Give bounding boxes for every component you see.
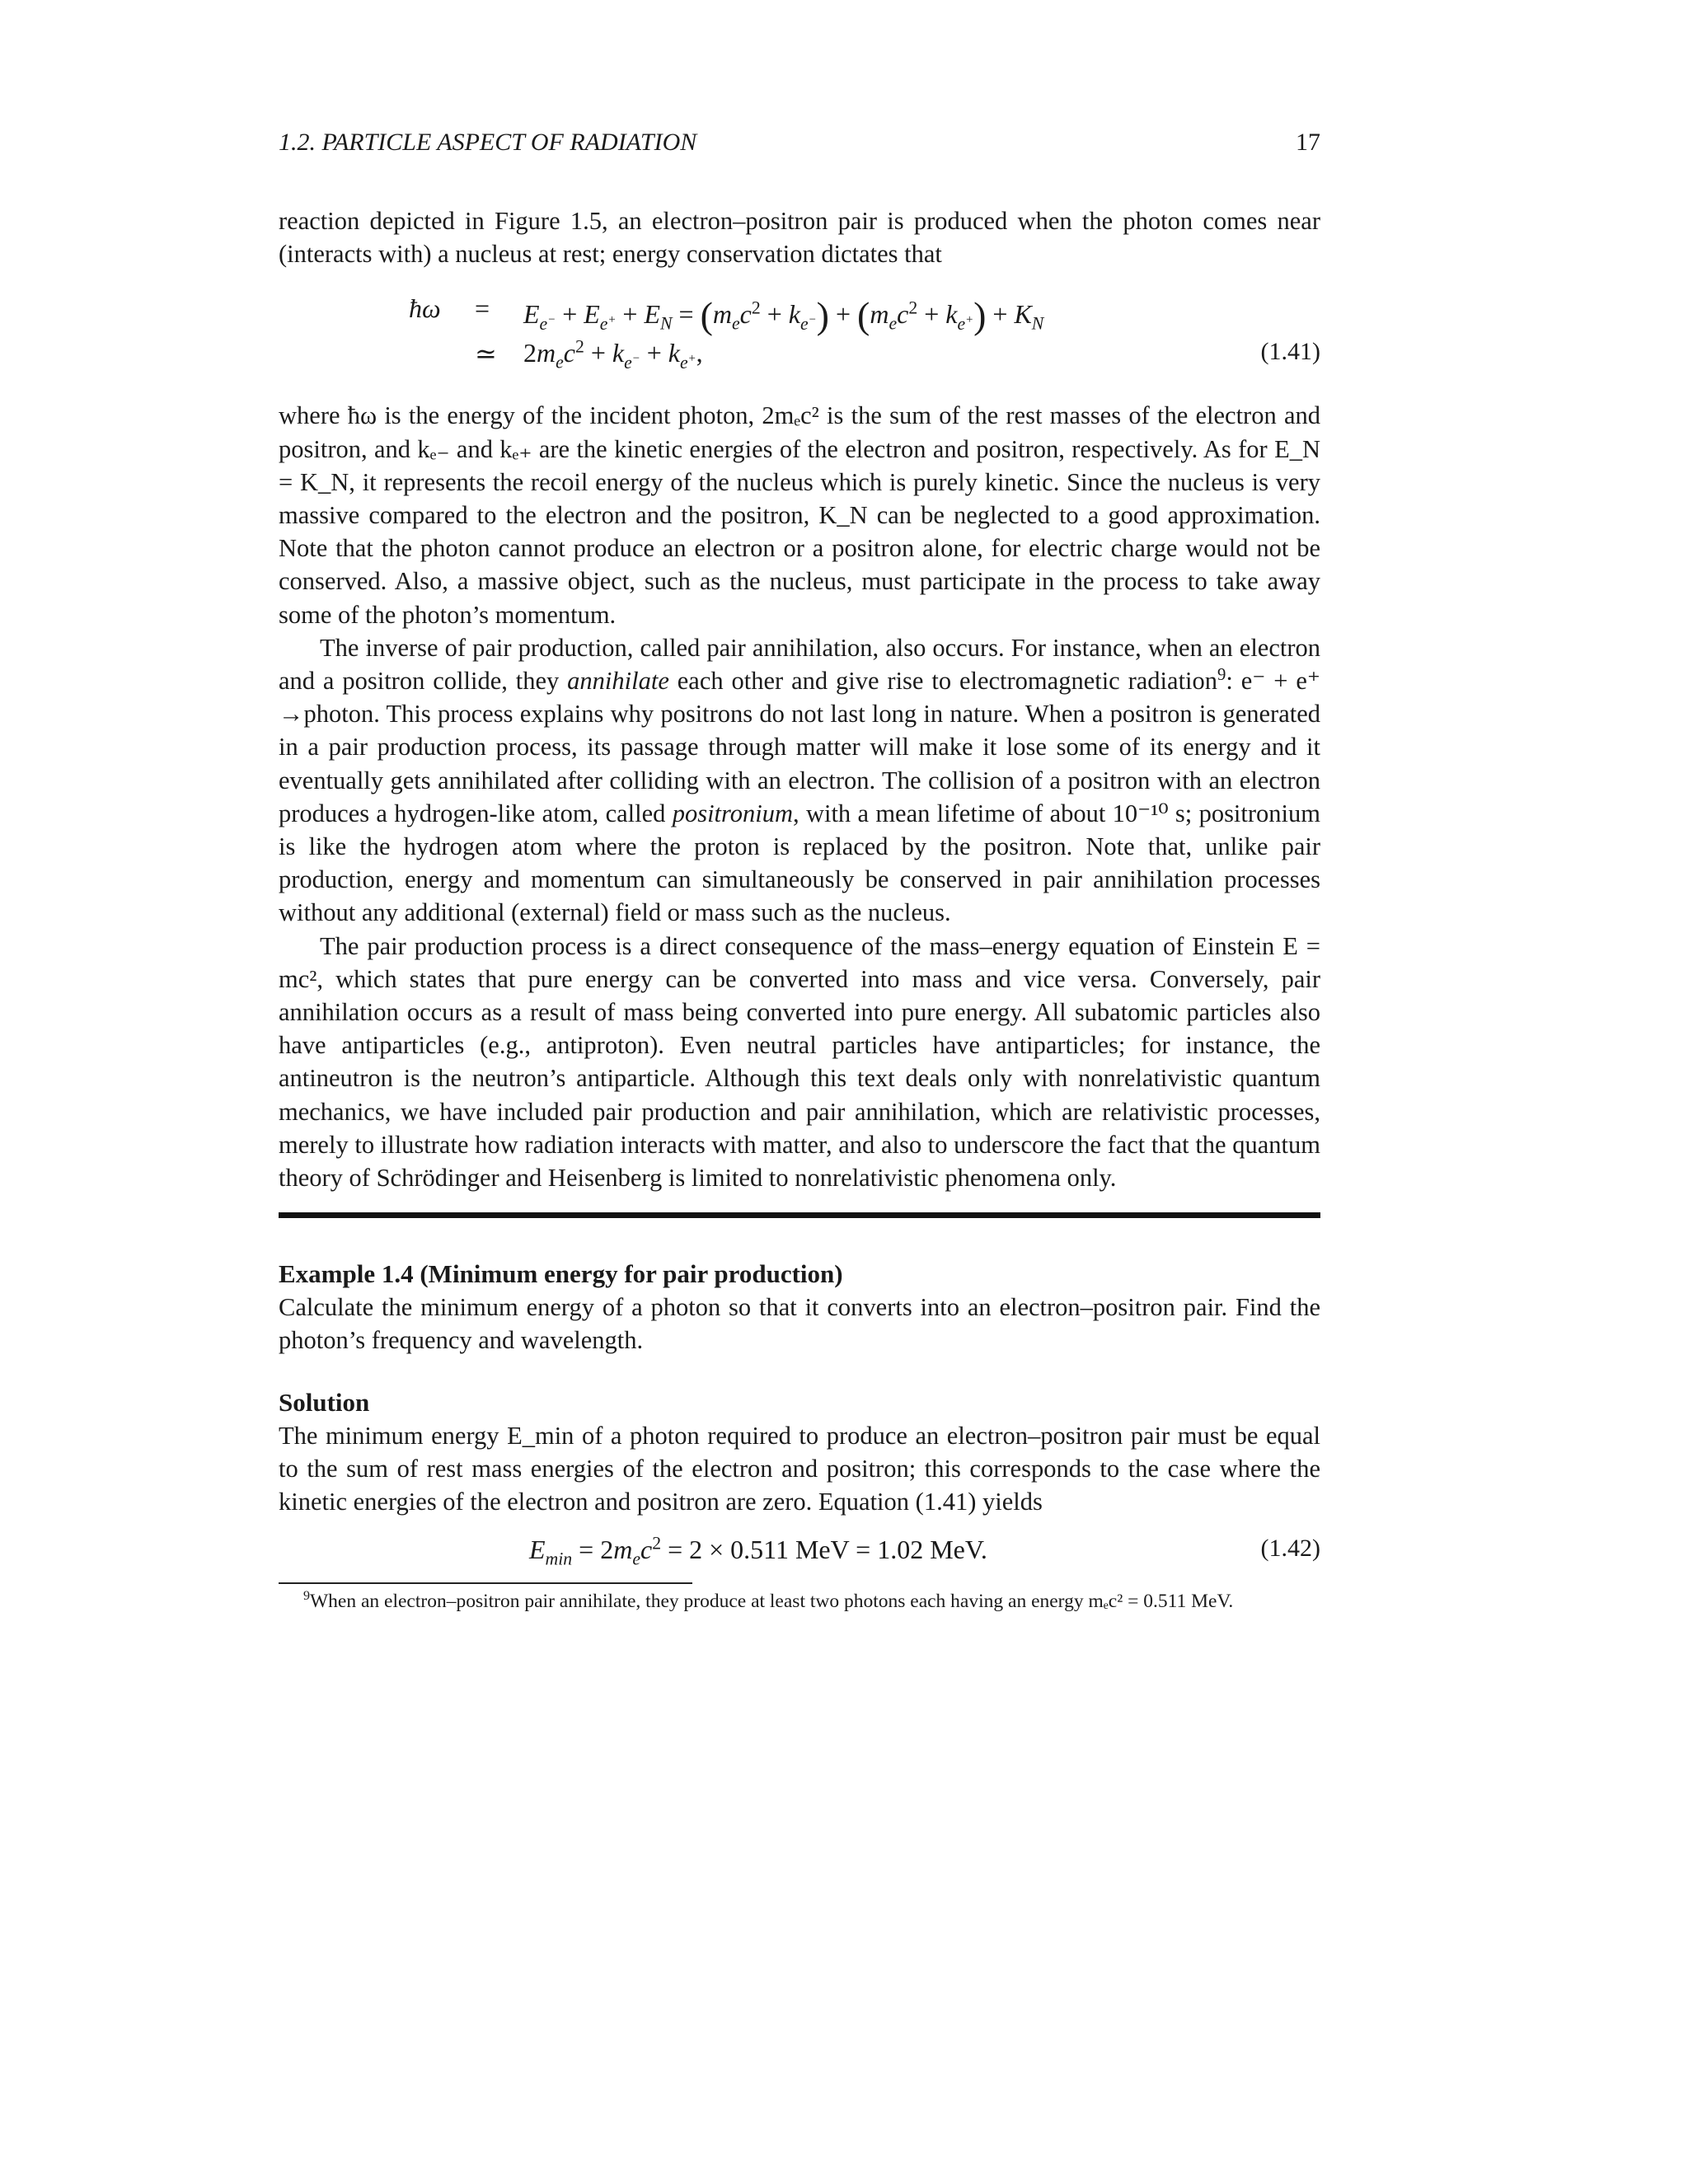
paragraph-2: where ħω is the energy of the incident photon, 2mₑc² is the sum of the rest masses of the electron and positron, and kₑ₋ and kₑ₊ are the kinetic energies of the electron and positron, respectively. As for E_N = K_N, it represents the recoil energy of the nucleus which is purely kinetic. Since the nucleus is very massive compared to the electron and the positron, K_N can be neglected to a good approximation. Note that the photon cannot produce an electron or a positron alone, for electric charge would not be conserved. Also, a massive object, such as the nucleus, must participate in the process to take away some of the photon’s momentum. xyxy=(279,401,1320,629)
paragraph-1: reaction depicted in Figure 1.5, an electron–positron pair is produced when the photon comes near (interacts with) a nucleus at rest; energy conservation dictates that xyxy=(279,207,1320,269)
equation-row-2 xyxy=(279,333,1320,377)
footnote-mark: 9 xyxy=(303,1589,310,1604)
equation-number: (1.41) xyxy=(1260,338,1320,366)
footnote xyxy=(279,1589,1320,1614)
emphasis-positronium: positronium xyxy=(672,799,794,827)
equation-1-42 xyxy=(279,1530,1320,1576)
footnote-rule xyxy=(279,1582,692,1584)
example-title: Example 1.4 (Minimum energy for pair production) xyxy=(279,1259,843,1289)
eq-relation-1: = xyxy=(475,293,490,324)
equation-row-1 xyxy=(279,288,1320,337)
emphasis-annihilate: annihilate xyxy=(567,667,669,696)
footnote-ref: 9 xyxy=(1217,665,1226,684)
eq-rhs-2: $2m_ec^2 + k_{e^-} + k_{e^+}$, xyxy=(523,336,703,373)
eq-relation-2: ≃ xyxy=(475,339,497,369)
solution-title: Solution xyxy=(279,1387,370,1417)
running-head xyxy=(279,124,1320,165)
paragraph-4: The pair production process is a direct consequence of the mass–energy equation of Einstein E = mc², which states that pure energy can be converted into mass and vice versa. Conversely, pair annihilation occurs as a result of mass being converted into pure energy. All subatomic particles also have antiparticles (e.g., antiproton). Even neutral particles have antiparticles; for instance, the antineutron is the neutron’s antiparticle. Although this text deals only with nonrelativistic quantum mechanics, we have included pair production and pair annihilation, which are relativistic processes, merely to illustrate how radiation interacts with matter, and also to underscore the fact that the quantum theory of Schrödinger and Heisenberg is limited to nonrelativistic phenomena only. xyxy=(279,931,1320,1193)
page xyxy=(279,124,1320,1633)
paragraph-3: The inverse of pair production, called pair annihilation, also occurs. For instance, when an electron and a positron collide, they annihilate each other and give rise to electromagnetic radiation$^9$: e⁻ + e⁺ →photon. This process explains why positrons do not last long in nature. When a positron is generated in a pair production process, its passage through matter will make it lose some of its energy and it eventually gets annihilated after colliding with an electron. The collision of a positron with an electron produces a hydrogen-like atom, called positronium, with a mean lifetime of about 10⁻¹⁰ s; positronium is like the hydrogen atom where the proton is replaced by the positron. Note that, unlike pair production, energy and momentum can simultaneously be conserved in pair annihilation processes without any additional (external) field or mass such as the nucleus. xyxy=(279,633,1321,927)
eq-rhs-1: $E_{e^-} + E_{e^+} + E_N = (m_ec^2 + k_{e^-}) + (m_ec^2 + k_{e^+}) + K_N$ xyxy=(523,294,1044,337)
section-divider xyxy=(279,1212,1320,1218)
page-number: 17 xyxy=(1296,129,1320,156)
section-title: 1.2. PARTICLE ASPECT OF RADIATION xyxy=(279,129,697,156)
example-statement: Calculate the minimum energy of a photon so that it converts into an electron–positron pair. Find the photon’s frequency and wavelength. xyxy=(279,1293,1320,1355)
eq-lhs: ħω xyxy=(409,293,441,324)
equation-1-41 xyxy=(279,288,1320,377)
solution-text: The minimum energy E_min of a photon required to produce an electron–positron pair must be equal to the sum of rest mass energies of the electron and positron; this corresponds to the case where the kinetic energies of the electron and positron are zero. Equation (1.41) yields xyxy=(279,1421,1320,1516)
footnote-text: When an electron–positron pair annihilate, they produce at least two photons each having an energy mₑc² = 0.511 MeV. xyxy=(309,1591,1234,1613)
eq-expression: $E_{min} = 2m_ec^2 = 2 \times 0.511$ MeV = 1.02 MeV. xyxy=(529,1533,987,1569)
equation-number-2: (1.42) xyxy=(1260,1535,1320,1563)
